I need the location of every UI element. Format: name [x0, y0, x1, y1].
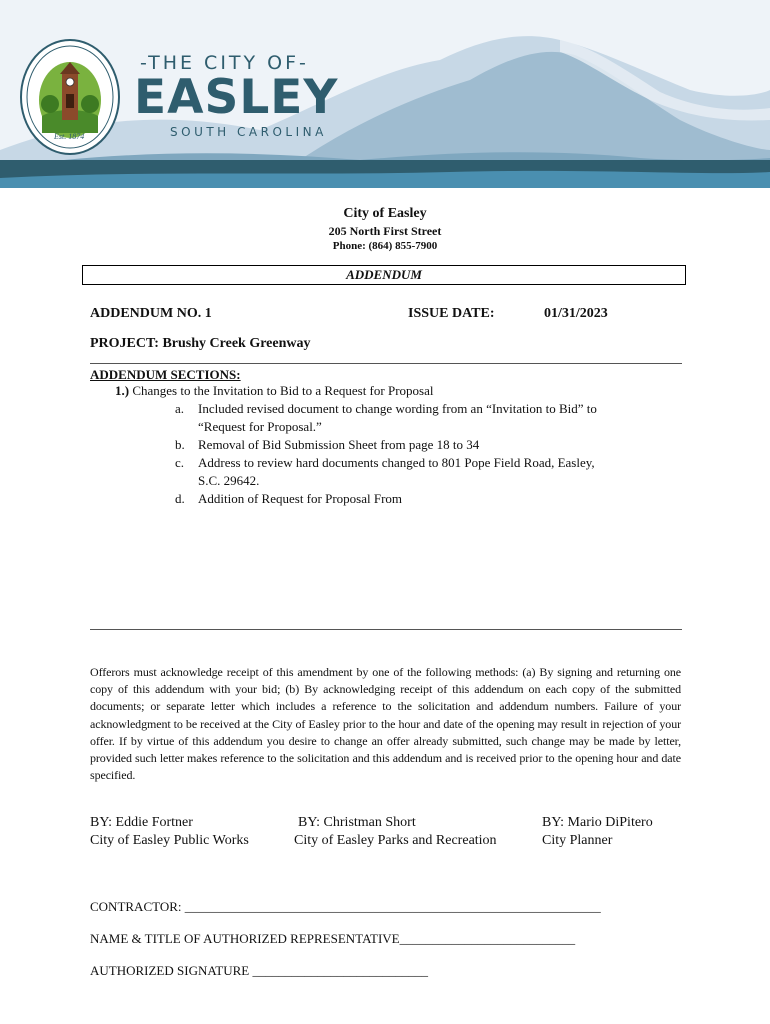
signatory-name: BY: Christman Short [298, 815, 416, 830]
sub-item-text: Address to review hard documents changed to 801 Pope Field Road, Easley, [198, 455, 595, 470]
header-banner [0, 0, 770, 188]
sub-item-letter: a. [175, 401, 185, 416]
org-name: City of Easley [343, 206, 427, 221]
section-item-1 [115, 383, 433, 399]
sub-item-text-cont: S.C. 29642. [198, 473, 260, 488]
divider-top [90, 363, 682, 364]
issue-date-label: ISSUE DATE: [408, 306, 495, 321]
addendum-title-box: ADDENDUM [82, 265, 686, 285]
sub-item-text: Included revised document to change wording from an “Invitation to Bid” to [198, 401, 597, 416]
signature-field[interactable]: AUTHORIZED SIGNATURE ___________________________ [90, 963, 428, 978]
signatory-parks [294, 814, 497, 850]
seal-est: Est. 1874 [54, 132, 85, 141]
divider-bottom [90, 629, 682, 630]
signatory-planner [542, 814, 653, 850]
signatory-department: City of Easley Public Works [90, 833, 249, 848]
sub-item-letter: d. [175, 491, 185, 506]
sub-item-letter: c. [175, 455, 185, 470]
sub-item-text: Addition of Request for Proposal From [198, 491, 403, 506]
addendum-number: ADDENDUM NO. 1 [90, 306, 212, 321]
section-item-1-number: 1.) [115, 383, 130, 398]
contractor-field[interactable]: CONTRACTOR: ________________________________________________________________ [90, 899, 601, 914]
sub-item-text-cont: “Request for Proposal.” [198, 419, 322, 434]
signatory-department: City of Easley Parks and Recreation [294, 833, 497, 848]
sub-item-letter: b. [175, 437, 185, 452]
city-seal [20, 38, 120, 156]
signatory-name: BY: Mario DiPitero [542, 815, 653, 830]
name-title-field[interactable]: NAME & TITLE OF AUTHORIZED REPRESENTATIVE___________________________ [90, 931, 576, 946]
org-phone: Phone: (864) 855-7900 [332, 240, 438, 252]
acknowledgment-notice: Offerors must acknowledge receipt of this amendment by one of the following methods: (a) By signing and returning one copy of this addendum with your bid; (b) By acknowledging receipt of this addendum on each copy of the submitted documents; or separate letter which includes a reference to the solicitation and addendum numbers. Failure of your acknowledgment to be received at the City of Easley prior to the hour and date of the opening may result in rejection of your offer. If by virtue of this addendum you desire to change an offer already submitted, such change may be made by letter, provided such letter makes reference to the solicitation and this addendum and is received prior to the opening hour and date specified. [90, 665, 681, 783]
issue-date-value: 01/31/2023 [544, 306, 608, 321]
signatory-public-works [90, 814, 249, 850]
section-item-1-text: Changes to the Invitation to Bid to a Request for Proposal [132, 383, 434, 398]
brand-top-text: -THE CITY OF- [140, 52, 309, 74]
signatory-department: City Planner [542, 833, 613, 848]
sections-heading: ADDENDUM SECTIONS: [90, 367, 241, 382]
signatory-name: BY: Eddie Fortner [90, 815, 193, 830]
brand-main-text: EASLEY [134, 70, 339, 125]
project-title: PROJECT: Brushy Creek Greenway [90, 336, 311, 351]
sub-item-text: Removal of Bid Submission Sheet from page 18 to 34 [198, 437, 480, 452]
org-address: 205 North First Street [328, 224, 442, 238]
brand-bottom-text: SOUTH CAROLINA [170, 125, 327, 139]
